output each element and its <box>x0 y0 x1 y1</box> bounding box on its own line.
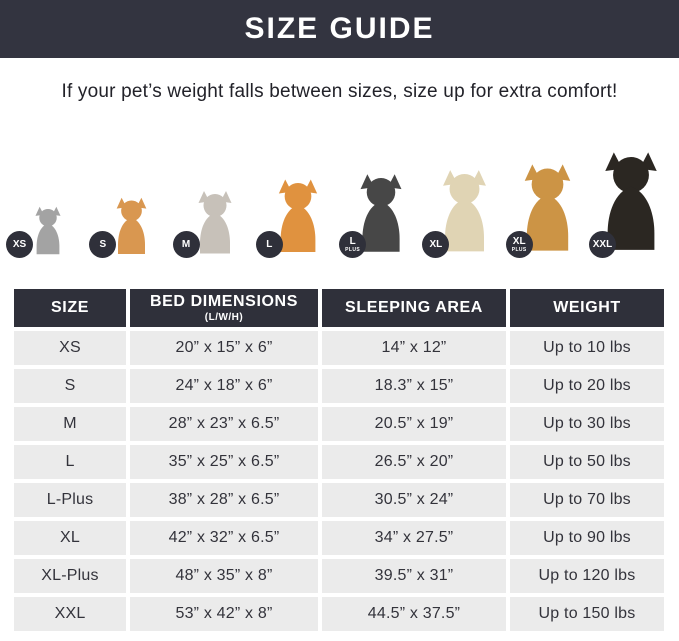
pet-figure-pomeranian <box>91 187 171 259</box>
column-header-sleeping-area-label: SLEEPING AREA <box>345 299 483 316</box>
pet-silhouette <box>29 197 67 259</box>
size-badge-label: XL <box>429 238 443 250</box>
cell-weight: Up to 30 lbs <box>510 407 664 441</box>
pet-figure-shiba-inu <box>258 165 338 259</box>
cell-weight: Up to 90 lbs <box>510 521 664 555</box>
pet-figure-cat <box>8 197 88 259</box>
size-badge <box>339 231 366 258</box>
size-badge <box>6 231 33 258</box>
size-table <box>14 289 665 631</box>
pet-figure-golden-retriever <box>508 147 588 259</box>
column-header-bed-dimensions-note: (L/W/H) <box>204 312 244 323</box>
cell-sleeping-area: 30.5” x 24” <box>322 483 506 517</box>
cell-size: S <box>14 369 126 403</box>
cell-size: M <box>14 407 126 441</box>
page-title: SIZE GUIDE <box>244 12 435 45</box>
size-badge <box>506 231 533 258</box>
column-header-weight-label: WEIGHT <box>553 299 621 316</box>
cell-sleeping-area: 20.5” x 19” <box>322 407 506 441</box>
cell-sleeping-area: 18.3” x 15” <box>322 369 506 403</box>
cell-size: XL-Plus <box>14 559 126 593</box>
cell-bed-dimensions: 28” x 23” x 6.5” <box>130 407 318 441</box>
column-header-sleeping-area <box>322 289 506 327</box>
cell-size: XXL <box>14 597 126 631</box>
cell-sleeping-area: 26.5” x 20” <box>322 445 506 479</box>
pet-size-lineup <box>8 107 671 259</box>
size-badge <box>256 231 283 258</box>
cell-weight: Up to 120 lbs <box>510 559 664 593</box>
cell-bed-dimensions: 53” x 42” x 8” <box>130 597 318 631</box>
pet-figure-border-collie <box>341 159 421 259</box>
cell-sleeping-area: 44.5” x 37.5” <box>322 597 506 631</box>
column-header-weight <box>510 289 664 327</box>
cell-bed-dimensions: 24” x 18” x 6” <box>130 369 318 403</box>
cell-bed-dimensions: 35” x 25” x 6.5” <box>130 445 318 479</box>
pet-figure-doberman <box>591 133 671 259</box>
size-badge-label: L <box>266 238 273 250</box>
cell-size: XL <box>14 521 126 555</box>
cell-sleeping-area: 34” x 27.5” <box>322 521 506 555</box>
cell-weight: Up to 50 lbs <box>510 445 664 479</box>
cell-bed-dimensions: 42” x 32” x 6.5” <box>130 521 318 555</box>
column-header-bed-dimensions-label: BED DIMENSIONS <box>150 293 298 310</box>
size-badge-label: XL <box>512 235 526 247</box>
size-badge-label: M <box>181 238 191 250</box>
size-badge-label: XS <box>12 238 27 250</box>
column-header-bed-dimensions <box>130 289 318 327</box>
cell-weight: Up to 10 lbs <box>510 331 664 365</box>
column-header-size <box>14 289 126 327</box>
size-badge <box>173 231 200 258</box>
cell-bed-dimensions: 20” x 15” x 6” <box>130 331 318 365</box>
size-badge-label: S <box>99 238 107 250</box>
cell-sleeping-area: 39.5” x 31” <box>322 559 506 593</box>
size-badge-label: XXL <box>592 238 613 250</box>
size-badge-label: L <box>349 235 356 247</box>
header-banner <box>0 0 679 58</box>
pet-figure-french-bulldog <box>175 179 255 259</box>
size-badge <box>589 231 616 258</box>
cell-bed-dimensions: 38” x 28” x 6.5” <box>130 483 318 517</box>
cell-weight: Up to 150 lbs <box>510 597 664 631</box>
cell-weight: Up to 70 lbs <box>510 483 664 517</box>
cell-bed-dimensions: 48” x 35” x 8” <box>130 559 318 593</box>
subtitle: If your pet’s weight falls between sizes, size up for extra comfort! <box>61 81 618 102</box>
cell-sleeping-area: 14” x 12” <box>322 331 506 365</box>
size-badge-plus-label: PLUS <box>511 246 527 253</box>
pet-silhouette <box>109 187 154 259</box>
pet-figure-labrador <box>424 154 504 259</box>
cell-size: L <box>14 445 126 479</box>
size-badge-plus-label: PLUS <box>345 246 361 253</box>
cell-size: L-Plus <box>14 483 126 517</box>
cell-weight: Up to 20 lbs <box>510 369 664 403</box>
cell-size: XS <box>14 331 126 365</box>
column-header-size-label: SIZE <box>51 299 89 316</box>
